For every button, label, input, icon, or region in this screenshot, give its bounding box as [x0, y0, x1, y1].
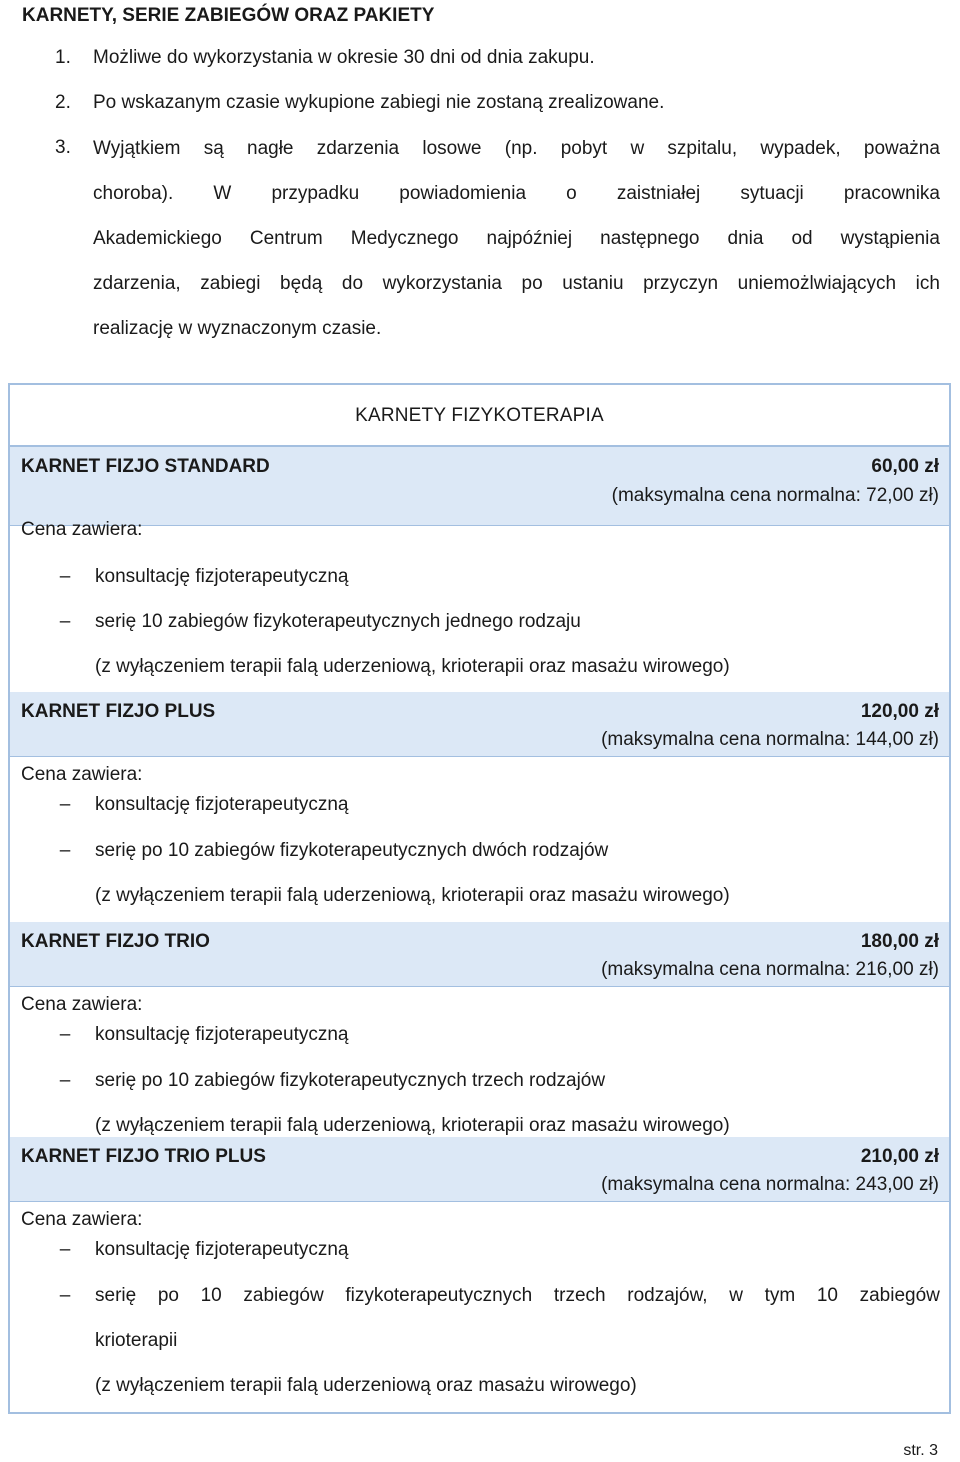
list-item-number: 3. [55, 137, 71, 158]
word: tym [764, 1285, 796, 1306]
karnet-price: 180,00 zł [860, 931, 939, 952]
bullet-text: serię po 10 zabiegów fizykoterapeutycznych trzech rodzajów [95, 1070, 606, 1091]
exclusion-note: (z wyłączeniem terapii falą uderzeniową, krioterapii oraz masażu wirowego) [95, 1115, 730, 1136]
bullet-text: serię 10 zabiegów fizykoterapeutycznych jednego rodzaju [95, 611, 581, 632]
word: następnego [600, 228, 700, 249]
karnet-max-price: (maksymalna cena normalna: 144,00 zł) [601, 729, 939, 750]
text-line [93, 216, 940, 261]
word: będą [280, 273, 323, 294]
word: trzech [553, 1285, 606, 1306]
cena-label: Cena zawiera: [21, 519, 143, 540]
word: powiadomienia [399, 183, 527, 204]
word: 10 [200, 1285, 222, 1306]
word: W [213, 183, 232, 204]
word: fizykoterapeutycznych [345, 1285, 533, 1306]
list-item-text: Możliwe do wykorzystania w okresie 30 dni od dnia zakupu. [93, 47, 595, 68]
karnet-price: 120,00 zł [860, 701, 939, 722]
text-line: realizację w wyznaczonym czasie. [93, 318, 382, 339]
word: Akademickiego [93, 228, 222, 249]
dash-bullet: – [59, 1024, 71, 1045]
section-heading: KARNETY, SERIE ZABIEGÓW ORAZ PAKIETY [22, 5, 435, 26]
word: losowe [422, 138, 482, 159]
word: choroba). [93, 183, 174, 204]
bullet-text: konsultację fizjoterapeutyczną [95, 794, 349, 815]
word: zdarzenia [316, 138, 400, 159]
word: zaistniałej [616, 183, 701, 204]
bullet-text: serię po 10 zabiegów fizykoterapeutycznych dwóch rodzajów [95, 840, 609, 861]
list-item-number: 1. [55, 47, 71, 68]
word: nagłe [247, 138, 294, 159]
word: 10 [816, 1285, 838, 1306]
exclusion-note: (z wyłączeniem terapii falą uderzeniową, krioterapii oraz masażu wirowego) [95, 885, 730, 906]
text-line [93, 261, 940, 306]
word: (np. [504, 138, 538, 159]
word: serię [95, 1285, 137, 1306]
word: Medycznego [350, 228, 459, 249]
exclusion-note: (z wyłączeniem terapii falą uderzeniową oraz masażu wirowego) [95, 1375, 637, 1396]
word: rodzajów, [627, 1285, 708, 1306]
karnet-name: KARNET FIZJO TRIO [21, 931, 210, 952]
karnet-header [10, 692, 949, 757]
word: pobyt [560, 138, 608, 159]
word: od [791, 228, 813, 249]
word: Wyjątkiem [93, 138, 181, 159]
cena-label: Cena zawiera: [21, 994, 143, 1015]
dash-bullet: – [59, 566, 71, 587]
page-number: str. 3 [903, 1442, 938, 1459]
bullet-continuation: krioterapii [95, 1330, 178, 1351]
word: przypadku [271, 183, 360, 204]
word: wypadek, [760, 138, 841, 159]
word: szpitalu, [667, 138, 738, 159]
cena-label: Cena zawiera: [21, 764, 143, 785]
word: zabiegi [200, 273, 261, 294]
word: są [203, 138, 224, 159]
word: przyczyn [643, 273, 719, 294]
karnet-max-price: (maksymalna cena normalna: 216,00 zł) [601, 959, 939, 980]
bullet-text [95, 1284, 940, 1308]
fizykoterapia-table [8, 383, 951, 1414]
word: zabiegów [859, 1285, 940, 1306]
word: poważna [863, 138, 940, 159]
karnet-name: KARNET FIZJO TRIO PLUS [21, 1146, 266, 1167]
dash-bullet: – [59, 1239, 71, 1260]
dash-bullet: – [59, 1070, 71, 1091]
word: wystąpienia [840, 228, 940, 249]
bullet-text: konsultację fizjoterapeutyczną [95, 566, 349, 587]
dash-bullet: – [59, 1285, 71, 1306]
word: uniemożlwiających [737, 273, 897, 294]
text-line [93, 171, 940, 216]
karnet-max-price: (maksymalna cena normalna: 72,00 zł) [611, 485, 939, 506]
word: w [729, 1285, 743, 1306]
word: Centrum [249, 228, 323, 249]
word: zabiegów [243, 1285, 324, 1306]
karnet-name: KARNET FIZJO STANDARD [21, 456, 270, 477]
word: po [157, 1285, 179, 1306]
word: do [341, 273, 364, 294]
word: dnia [727, 228, 764, 249]
dash-bullet: – [59, 611, 71, 632]
karnet-header [10, 922, 949, 987]
word: o [566, 183, 577, 204]
karnet-max-price: (maksymalna cena normalna: 243,00 zł) [601, 1174, 939, 1195]
dash-bullet: – [59, 794, 71, 815]
word: najpóźniej [486, 228, 573, 249]
word: w [630, 138, 645, 159]
dash-bullet: – [59, 840, 71, 861]
word: ich [915, 273, 940, 294]
table-title: KARNETY FIZYKOTERAPIA [10, 385, 949, 447]
text-line [93, 126, 940, 171]
word: wykorzystania [382, 273, 502, 294]
word: po [521, 273, 543, 294]
list-item-text: Po wskazanym czasie wykupione zabiegi nie zostaną zrealizowane. [93, 92, 665, 113]
bullet-text: konsultację fizjoterapeutyczną [95, 1239, 349, 1260]
karnet-header [10, 447, 949, 526]
karnet-price: 210,00 zł [860, 1146, 939, 1167]
word: sytuacji [740, 183, 804, 204]
word: pracownika [843, 183, 940, 204]
exclusion-note: (z wyłączeniem terapii falą uderzeniową, krioterapii oraz masażu wirowego) [95, 656, 730, 677]
list-item-text-block [93, 126, 940, 351]
karnet-price: 60,00 zł [871, 456, 939, 477]
cena-label: Cena zawiera: [21, 1209, 143, 1230]
bullet-text: konsultację fizjoterapeutyczną [95, 1024, 349, 1045]
word: zdarzenia, [93, 273, 181, 294]
karnet-header [10, 1137, 949, 1202]
word: ustaniu [562, 273, 624, 294]
list-item-number: 2. [55, 92, 71, 113]
karnet-name: KARNET FIZJO PLUS [21, 701, 216, 722]
